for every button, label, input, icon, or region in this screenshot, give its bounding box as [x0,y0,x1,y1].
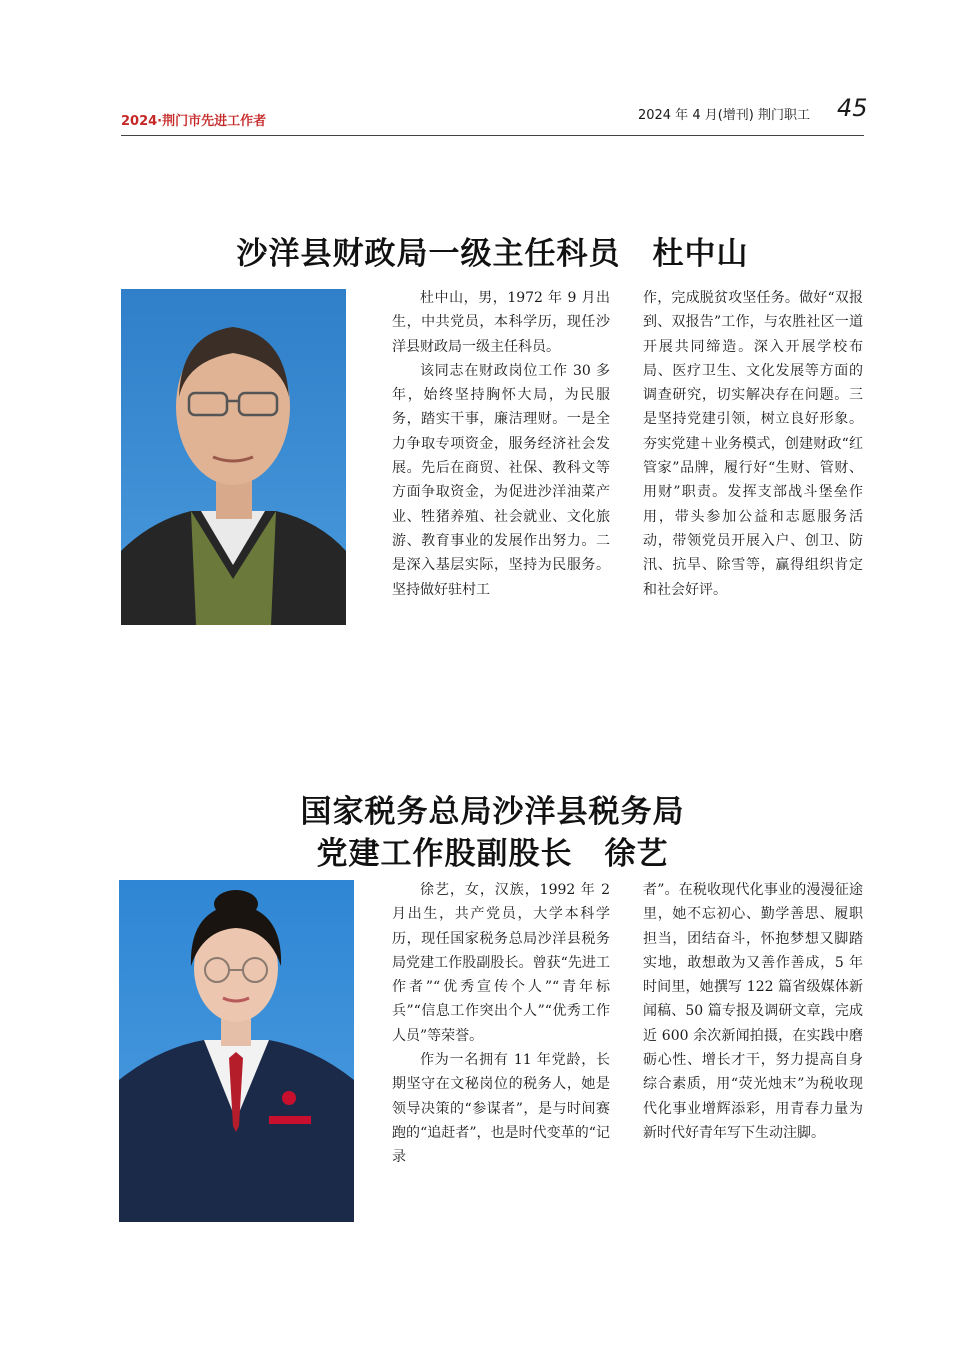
running-header-left: 2024·荆门市先进工作者 [121,114,267,129]
article1-paragraph: 杜中山，男，1972 年 9 月出生，中共党员，本科学历，现任沙洋县财政局一级主任科员。 [392,290,610,355]
article1-paragraph: 该同志在财政岗位工作 30 多年，始终坚持胸怀大局，为民服务，踏实干事，廉洁理财。一是全力争取专项资金，服务经济社会发展。先后在商贸、社保、教科文等方面争取资金，为促进沙洋油菜产业、牲猪养殖、社会就业、文化旅游、教育事业的发展作出努力。二是深入基层实际，坚持为民服务。坚持做好驻村工 [392,362,610,598]
article1-paragraph: 作，完成脱贫攻坚任务。做好“双报到、双报告”工作，与农胜社区一道开展共同缔造。深入开展学校布局、医疗卫生、文化发展等方面的调查研究，切实解决存在问题。三是坚持党建引领，树立良好形象。夯实党建＋业务模式，创建财政“红管家”品牌，履行好“生财、管财、用财”职责。发挥支部战斗堡垒作用，带头参加公益和志愿服务活动，带领党员开展入户、创卫、防汛、抗旱、除雪等，赢得组织肯定和社会好评。 [643,290,863,598]
article1-column-2 [643,286,863,602]
portrait-man-image [121,289,346,625]
page-number: 45 [837,94,868,122]
running-header-right: 2024 年 4 月(增刊) 荆门职工 [637,108,810,123]
article2-paragraph: 者”。在税收现代化事业的漫漫征途里，她不忘初心、勤学善思、履职担当，团结奋斗，怀抱梦想又脚踏实地，敢想敢为又善作善成，5 年时间里，她撰写 122 篇省级媒体新闻稿、50 篇专报及调研文章，完成近 600 余次新闻拍摄，在实践中磨砺心性、增长才干，努力提高自身综合素质，用“荧光烛末”为税收现代化事业增辉添彩，用青春力量为新时代好青年写下生动注脚。 [643,882,863,1141]
article2-column-1 [392,878,610,1170]
article2-title-line1: 国家税务总局沙洋县税务局 [300,794,685,830]
article2-portrait [119,880,354,1222]
article1-portrait [121,289,346,625]
article1-column-1 [392,286,610,602]
article2-paragraph: 作为一名拥有 11 年党龄，长期坚守在文秘岗位的税务人，她是领导决策的“参谋者”，是与时间赛跑的“追赶者”，也是时代变革的“记录 [392,1052,610,1166]
header-rule [121,135,864,136]
article1-title: 沙洋县财政局一级主任科员 杜中山 [236,236,749,272]
portrait-woman-image [119,880,354,1222]
article2-paragraph: 徐艺，女，汉族，1992 年 2 月出生，共产党员，大学本科学历，现任国家税务总局沙洋县税务局党建工作股副股长。曾获“先进工作者”“优秀宣传个人”“青年标兵”“信息工作突出个人”“优秀工作人员”等荣誉。 [392,882,610,1044]
article2-column-2 [643,878,863,1145]
article2-title-line2: 党建工作股副股长 徐艺 [316,836,669,872]
